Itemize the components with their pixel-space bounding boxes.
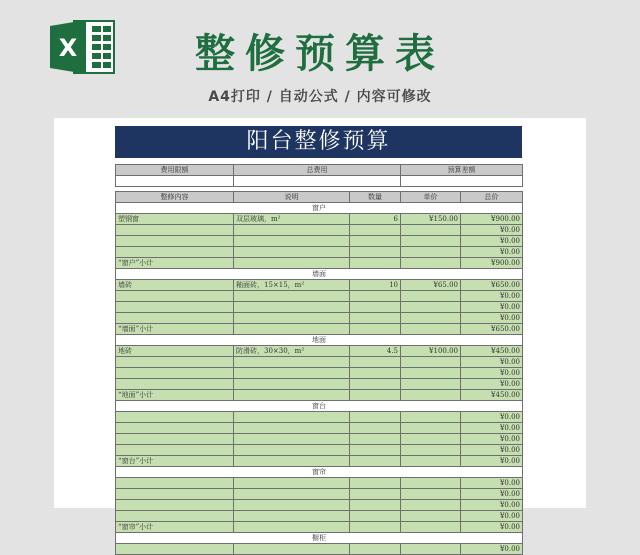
cell-qty[interactable] — [350, 247, 401, 258]
cell-price[interactable] — [401, 225, 461, 236]
cell-qty[interactable]: 4.5 — [350, 346, 401, 357]
cell-desc[interactable] — [234, 456, 350, 467]
section-title: 窗户 — [116, 203, 523, 214]
cell-total[interactable]: ¥0.00 — [461, 291, 523, 302]
cell-qty[interactable] — [350, 324, 401, 335]
cell-total[interactable]: ¥0.00 — [461, 511, 523, 522]
cell-desc[interactable] — [234, 423, 350, 434]
cell-desc[interactable] — [234, 357, 350, 368]
table-row — [116, 280, 523, 291]
subtotal-row — [116, 456, 523, 467]
cell-item[interactable] — [116, 379, 234, 390]
table-row — [116, 489, 523, 500]
column-header-row — [116, 192, 523, 203]
subtotal-label: “窗户”小计 — [116, 258, 234, 269]
cell-qty[interactable] — [350, 544, 401, 555]
table-row — [116, 445, 523, 456]
subtotal-row — [116, 390, 523, 401]
cell-qty[interactable] — [350, 434, 401, 445]
budget-table — [115, 164, 523, 555]
cell-qty[interactable] — [350, 379, 401, 390]
cell-price[interactable] — [401, 423, 461, 434]
cell-total[interactable]: ¥900.00 — [461, 214, 523, 225]
cell-qty[interactable] — [350, 236, 401, 247]
cell-desc[interactable]: 防滑砖，30×30，m² — [234, 346, 350, 357]
cell-item[interactable] — [116, 412, 234, 423]
table-row — [116, 357, 523, 368]
column-header: 说明 — [234, 192, 350, 203]
subtotal-value: ¥450.00 — [461, 390, 523, 401]
table-row — [116, 511, 523, 522]
cell-price[interactable] — [401, 313, 461, 324]
table-row — [116, 379, 523, 390]
cell-total[interactable]: ¥0.00 — [461, 445, 523, 456]
cell-desc[interactable] — [234, 258, 350, 269]
cell-item[interactable]: 墙砖 — [116, 280, 234, 291]
cell-qty[interactable] — [350, 313, 401, 324]
cell-price[interactable] — [401, 489, 461, 500]
cell-desc[interactable] — [234, 324, 350, 335]
cell-price[interactable] — [401, 522, 461, 533]
cell-total[interactable]: ¥0.00 — [461, 357, 523, 368]
table-row — [116, 478, 523, 489]
table-row — [116, 346, 523, 357]
section-header-row — [116, 533, 523, 544]
column-header: 总价 — [461, 192, 523, 203]
summary-value-cell[interactable] — [116, 176, 234, 187]
cell-qty[interactable] — [350, 302, 401, 313]
cell-desc[interactable] — [234, 511, 350, 522]
cell-qty[interactable]: 6 — [350, 214, 401, 225]
cell-total[interactable]: ¥0.00 — [461, 236, 523, 247]
table-row — [116, 225, 523, 236]
cell-desc[interactable] — [234, 434, 350, 445]
cell-price[interactable] — [401, 236, 461, 247]
cell-price[interactable] — [401, 302, 461, 313]
cell-price[interactable] — [401, 456, 461, 467]
cell-desc[interactable]: 釉面砖，15×15，m² — [234, 280, 350, 291]
cell-desc[interactable] — [234, 445, 350, 456]
subtotal-label: “窗台”小计 — [116, 456, 234, 467]
column-header: 数量 — [350, 192, 401, 203]
cell-total[interactable]: ¥0.00 — [461, 423, 523, 434]
cell-item[interactable] — [116, 423, 234, 434]
logo-letter: X — [58, 34, 78, 62]
table-row — [116, 434, 523, 445]
cell-total[interactable]: ¥0.00 — [461, 489, 523, 500]
cell-total[interactable]: ¥0.00 — [461, 412, 523, 423]
cell-desc[interactable] — [234, 247, 350, 258]
column-header: 单价 — [401, 192, 461, 203]
section-title: 橱柜 — [116, 533, 523, 544]
cell-price[interactable] — [401, 379, 461, 390]
sheet-banner-title: 阳台整修预算 — [115, 126, 522, 158]
cell-desc[interactable]: 双层玻璃，m² — [234, 214, 350, 225]
subtotal-row — [116, 258, 523, 269]
section-header-row — [116, 467, 523, 478]
section-title: 窗帘 — [116, 467, 523, 478]
cell-price[interactable] — [401, 544, 461, 555]
cell-qty[interactable] — [350, 390, 401, 401]
cell-desc[interactable] — [234, 500, 350, 511]
cell-item[interactable] — [116, 302, 234, 313]
cell-total[interactable]: ¥0.00 — [461, 500, 523, 511]
section-title: 窗台 — [116, 401, 523, 412]
table-row — [116, 247, 523, 258]
cell-price[interactable]: ¥100.00 — [401, 346, 461, 357]
page-subtitle: A4打印 / 自动公式 / 内容可修改 — [208, 89, 432, 105]
cell-price[interactable]: ¥65.00 — [401, 280, 461, 291]
cell-item[interactable] — [116, 247, 234, 258]
cell-qty[interactable] — [350, 500, 401, 511]
cell-price[interactable] — [401, 412, 461, 423]
cell-qty[interactable] — [350, 368, 401, 379]
subtotal-row — [116, 324, 523, 335]
table-row — [116, 214, 523, 225]
cell-item[interactable]: 塑钢窗 — [116, 214, 234, 225]
cell-price[interactable] — [401, 500, 461, 511]
section-title: 墙面 — [116, 269, 523, 280]
cell-total[interactable]: ¥650.00 — [461, 280, 523, 291]
page-title: 整修预算表 — [195, 31, 445, 77]
cell-qty[interactable] — [350, 456, 401, 467]
cell-item[interactable] — [116, 357, 234, 368]
cell-qty[interactable] — [350, 291, 401, 302]
cell-item[interactable] — [116, 291, 234, 302]
cell-desc[interactable] — [234, 379, 350, 390]
cell-qty[interactable] — [350, 423, 401, 434]
cell-price[interactable] — [401, 324, 461, 335]
section-title: 地面 — [116, 335, 523, 346]
table-row — [116, 302, 523, 313]
cell-desc[interactable] — [234, 544, 350, 555]
subtotal-label: “墙面”小计 — [116, 324, 234, 335]
cell-price[interactable] — [401, 258, 461, 269]
table-row — [116, 412, 523, 423]
cell-qty[interactable] — [350, 445, 401, 456]
cell-item[interactable] — [116, 478, 234, 489]
subtotal-value: ¥650.00 — [461, 324, 523, 335]
cell-item[interactable] — [116, 445, 234, 456]
cell-item[interactable] — [116, 225, 234, 236]
summary-value-cell[interactable] — [401, 176, 523, 187]
table-row — [116, 313, 523, 324]
summary-value-cell[interactable] — [234, 176, 401, 187]
cell-price[interactable] — [401, 357, 461, 368]
summary-value-row — [116, 176, 523, 187]
cell-desc[interactable] — [234, 313, 350, 324]
cell-desc[interactable] — [234, 291, 350, 302]
cell-desc[interactable] — [234, 489, 350, 500]
cell-item[interactable] — [116, 489, 234, 500]
cell-price[interactable] — [401, 291, 461, 302]
cell-total[interactable]: ¥0.00 — [461, 434, 523, 445]
section-header-row — [116, 203, 523, 214]
cell-desc[interactable] — [234, 368, 350, 379]
cell-total[interactable]: ¥0.00 — [461, 368, 523, 379]
cell-item[interactable] — [116, 236, 234, 247]
summary-header-cell: 费用限额 — [116, 165, 234, 176]
summary-header-row — [116, 165, 523, 176]
subtotal-value: ¥0.00 — [461, 456, 523, 467]
summary-header-cell: 总费用 — [234, 165, 401, 176]
table-row — [116, 368, 523, 379]
cell-qty[interactable] — [350, 489, 401, 500]
cell-item[interactable]: 地砖 — [116, 346, 234, 357]
cell-item[interactable] — [116, 313, 234, 324]
cell-price[interactable] — [401, 390, 461, 401]
cell-qty[interactable]: 10 — [350, 280, 401, 291]
cell-price[interactable] — [401, 247, 461, 258]
cell-desc[interactable] — [234, 236, 350, 247]
cell-price[interactable] — [401, 511, 461, 522]
cell-desc[interactable] — [234, 412, 350, 423]
cell-item[interactable] — [116, 434, 234, 445]
table-row — [116, 291, 523, 302]
subtotal-value: ¥900.00 — [461, 258, 523, 269]
table-row — [116, 544, 523, 555]
cell-price[interactable] — [401, 478, 461, 489]
table-row — [116, 500, 523, 511]
table-row — [116, 236, 523, 247]
cell-desc[interactable] — [234, 225, 350, 236]
cell-total[interactable]: ¥0.00 — [461, 544, 523, 555]
summary-header-cell: 预算差额 — [401, 165, 523, 176]
cell-qty[interactable] — [350, 412, 401, 423]
section-header-row — [116, 269, 523, 280]
section-header-row — [116, 335, 523, 346]
cell-qty[interactable] — [350, 225, 401, 236]
column-header: 整修内容 — [116, 192, 234, 203]
cell-total[interactable]: ¥0.00 — [461, 313, 523, 324]
subtotal-row — [116, 522, 523, 533]
cell-desc[interactable] — [234, 522, 350, 533]
cell-total[interactable]: ¥0.00 — [461, 478, 523, 489]
cell-qty[interactable] — [350, 478, 401, 489]
cell-price[interactable] — [401, 368, 461, 379]
section-header-row — [116, 401, 523, 412]
cell-desc[interactable] — [234, 302, 350, 313]
cell-desc[interactable] — [234, 390, 350, 401]
cell-total[interactable]: ¥0.00 — [461, 225, 523, 236]
cell-price[interactable]: ¥150.00 — [401, 214, 461, 225]
cell-total[interactable]: ¥0.00 — [461, 302, 523, 313]
table-row — [116, 423, 523, 434]
cell-item[interactable] — [116, 511, 234, 522]
cell-item[interactable] — [116, 368, 234, 379]
subtotal-value: ¥0.00 — [461, 522, 523, 533]
subtotal-label: “窗帘”小计 — [116, 522, 234, 533]
cell-qty[interactable] — [350, 522, 401, 533]
cell-qty[interactable] — [350, 357, 401, 368]
cell-price[interactable] — [401, 445, 461, 456]
cell-total[interactable]: ¥450.00 — [461, 346, 523, 357]
cell-qty[interactable] — [350, 258, 401, 269]
cell-item[interactable] — [116, 544, 234, 555]
cell-qty[interactable] — [350, 511, 401, 522]
cell-price[interactable] — [401, 434, 461, 445]
subtotal-label: “地面”小计 — [116, 390, 234, 401]
cell-total[interactable]: ¥0.00 — [461, 379, 523, 390]
cell-desc[interactable] — [234, 478, 350, 489]
cell-item[interactable] — [116, 500, 234, 511]
cell-total[interactable]: ¥0.00 — [461, 247, 523, 258]
